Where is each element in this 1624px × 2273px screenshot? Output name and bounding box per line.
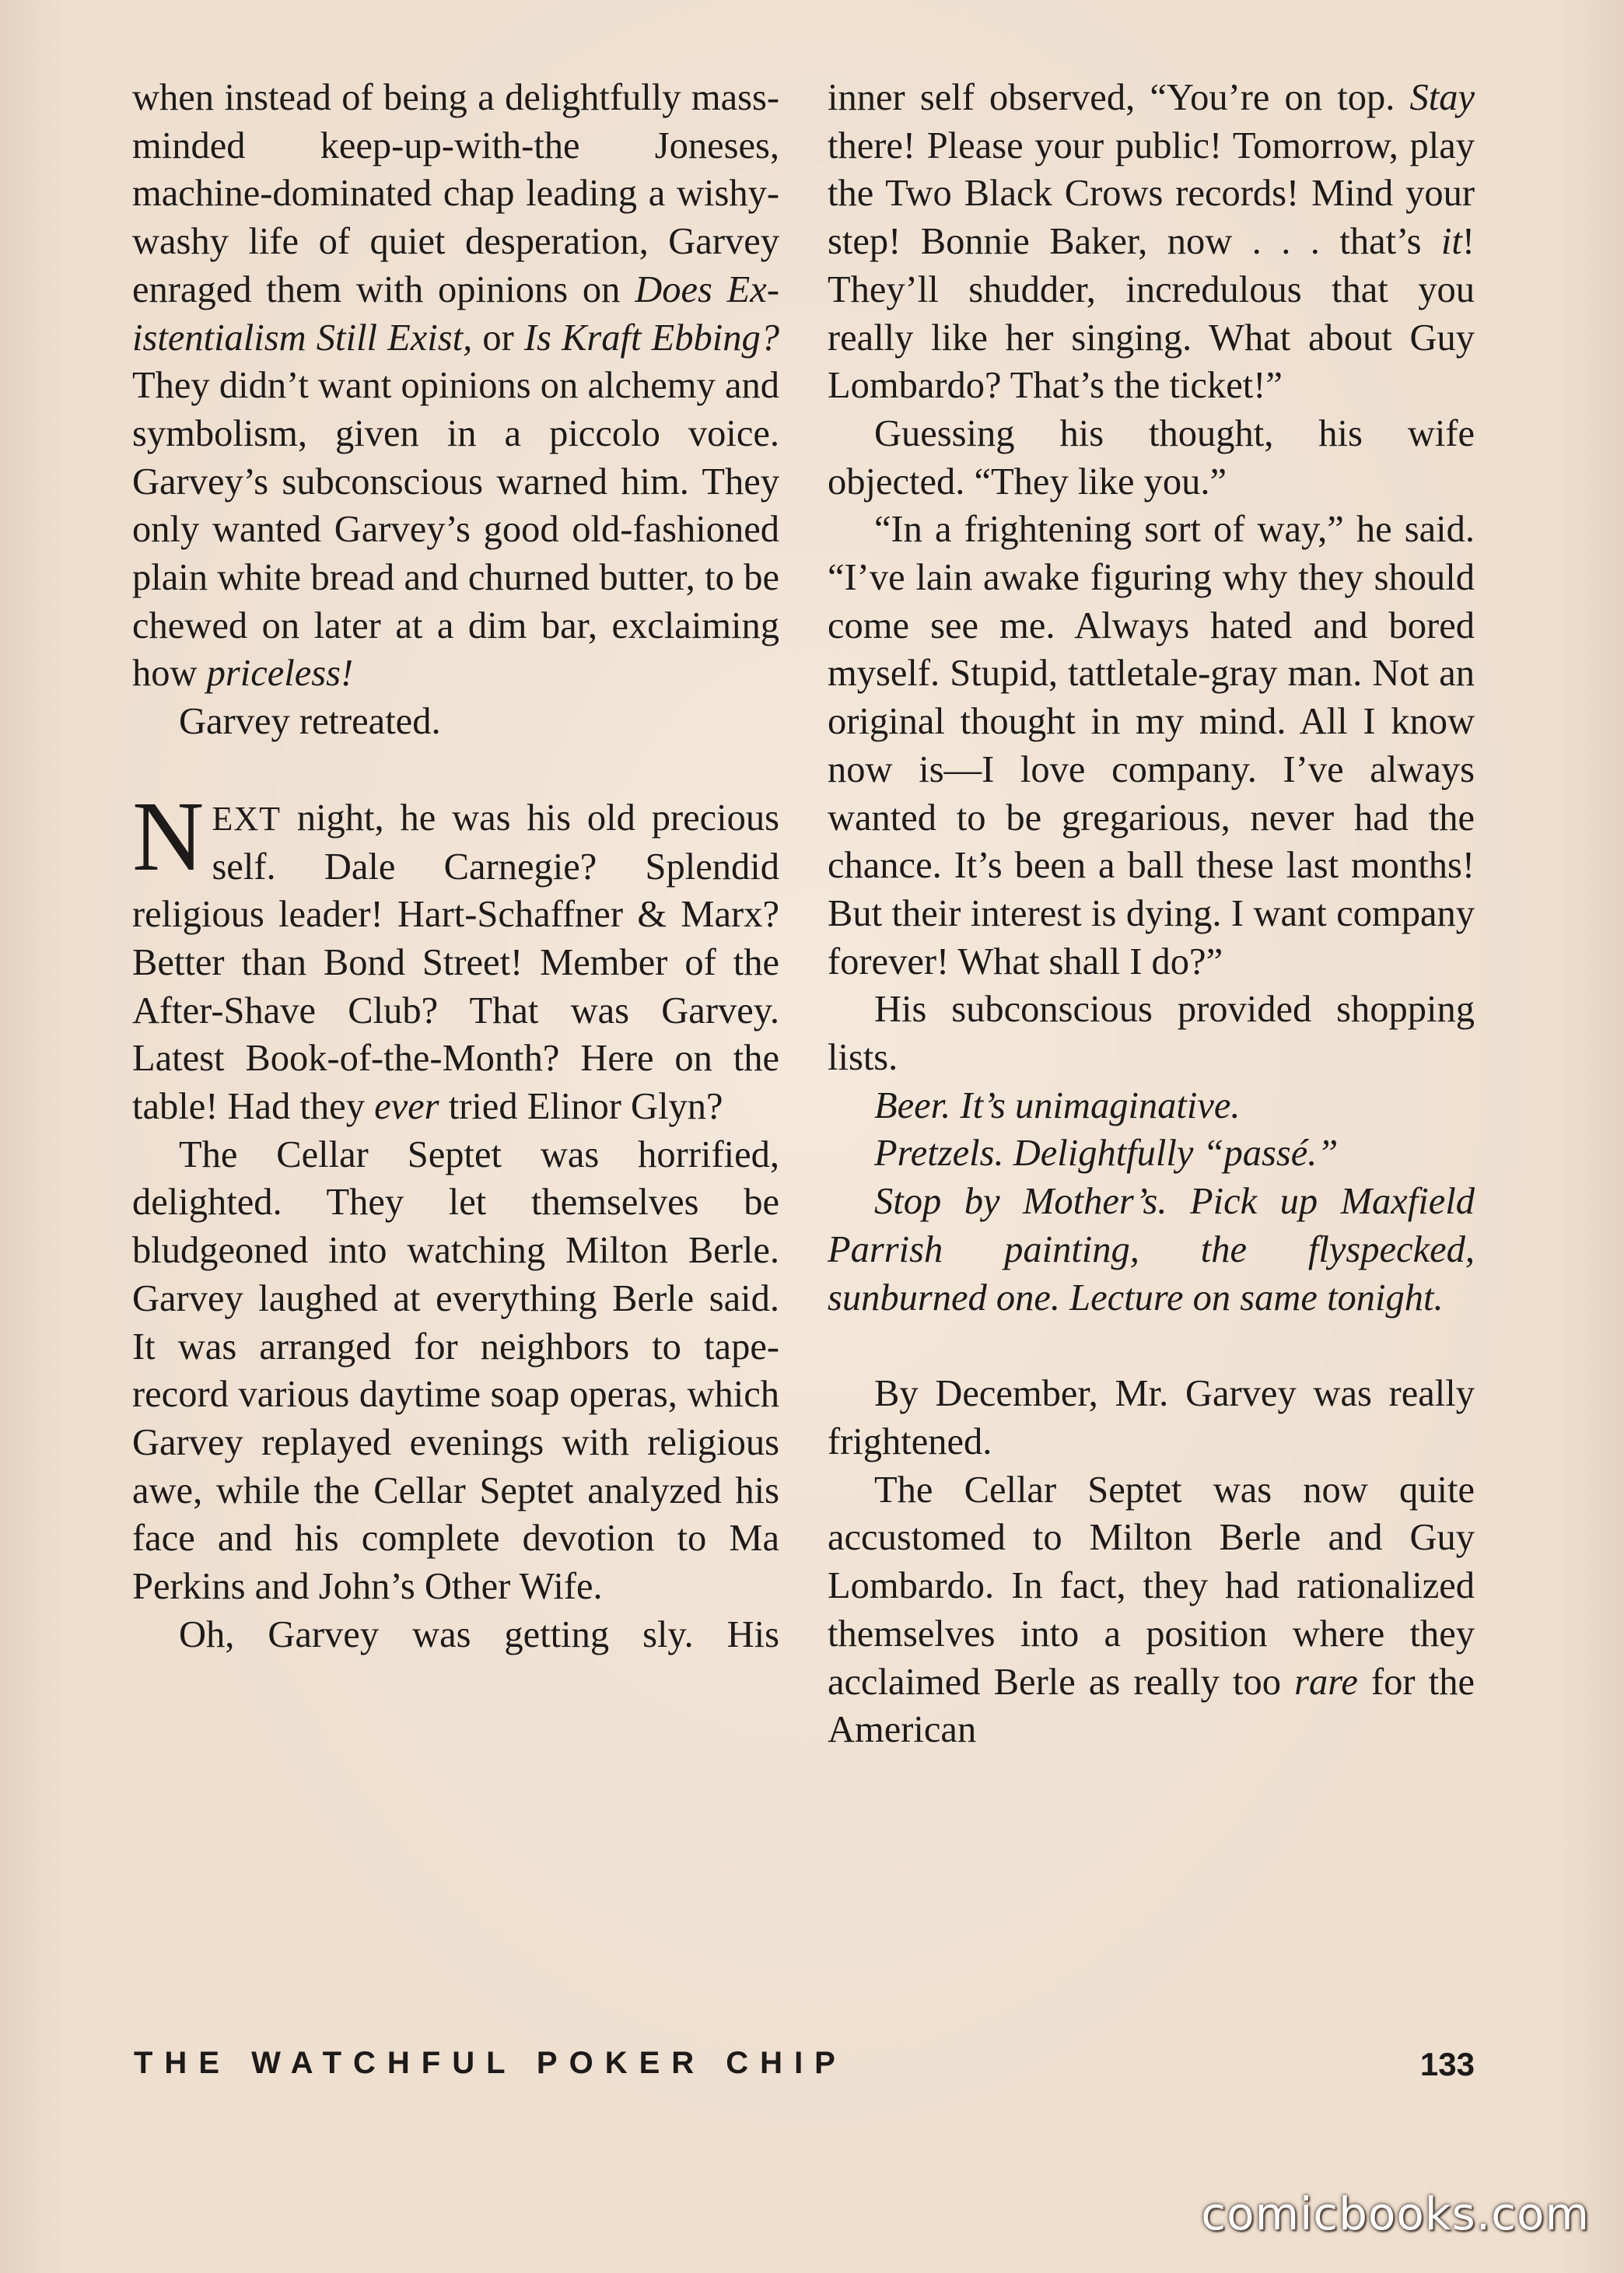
- paragraph: Guessing his thought, his wife objected. “They like you.”: [828, 412, 1475, 503]
- list-item: Stop by Mother’s. Pick up Maxfield Parrish painting, the flyspecked, sunburned one. Lecture on same tonight.: [828, 1181, 1475, 1319]
- paragraph: The Cellar Septet was now quite accustomed to Milton Berle and Guy Lombardo. In fact, they had rationalized themselves into a position where they acclaimed Berle as really too rare for the American: [828, 1469, 1475, 1751]
- paragraph: His subconscious provided shopping lists.: [828, 989, 1475, 1079]
- paragraph: “In a frightening sort of way,” he said. “I’ve lain awake figuring why they should come see me. Always hated and bored myself. Stupid, tattletale-gray man. Not an original thought in my mind. All I know now is—I love company. I’ve always wanted to be gregarious, never had the chance. It’s been a ball these last months! But their interest is dying. I want company forever! What shall I do?”: [828, 509, 1475, 982]
- paragraph: when instead of being a delightfully mass-minded keep-up-with-the Joneses, machine-dominated chap leading a wishy-washy life of quiet desperation, Garvey enraged them with opinions on Does Existentialism Still Exist, or Is Kraft Ebbing? They didn’t want opinions on alchemy and symbolism, given in a piccolo voice. Garvey’s subconscious warned him. They only wanted Garvey’s good old-fashioned plain white bread and churned butter, to be chewed on later at a dim bar, exclaiming how priceless!: [132, 77, 779, 695]
- paragraph: By December, Mr. Garvey was really frightened.: [828, 1373, 1475, 1462]
- running-title: THE WATCHFUL POKER CHIP: [134, 2046, 847, 2080]
- right-column: [828, 74, 1475, 1754]
- shopping-list: [828, 1082, 1475, 1322]
- paragraph: inner self observed, “You’re on top. Stay there! Please your public! Tomorrow, play the Two Black Crows records! Mind your step! Bonnie Baker, now . . . that’s it! They’ll shudder, incredulous that you really like her singing. What about Guy Lombardo? That’s the ticket!”: [828, 77, 1475, 407]
- drop-cap: N: [132, 780, 205, 891]
- watermark-logo: comicbooks.com: [1201, 2187, 1590, 2240]
- paragraph: The Cellar Septet was horrified, delighted. They let themselves be bludgeoned into watching Milton Berle. Garvey laughed at everything Berle said. It was arranged for neighbors to tape-record various daytime soap operas, which Garvey replayed evenings with religious awe, while the Cellar Septet analyzed his face and his complete devotion to Ma Perkins and John’s Other Wife.: [132, 1133, 779, 1608]
- left-column: [132, 74, 779, 1659]
- paragraph: Garvey retreated.: [179, 701, 441, 743]
- section-break: [132, 746, 779, 794]
- list-item: Pretzels. Delightfully “passé.”: [874, 1133, 1339, 1175]
- page-number: 133: [1419, 2046, 1475, 2082]
- list-item: Beer. It’s unimaginative.: [874, 1084, 1241, 1126]
- paragraph-dropcap: NEXT night, he was his old precious self. Dale Carnegie? Splendid religious leader! Hart-Schaffner & Marx? Better than Bond Street! Member of the After-Shave Club? That was Garvey. Latest Book-of-the-Month? Here on the table! Had they ever tried Elinor Glyn?: [132, 780, 779, 1128]
- paragraph: Oh, Garvey was getting sly. His: [179, 1613, 779, 1655]
- section-break: [828, 1322, 1475, 1370]
